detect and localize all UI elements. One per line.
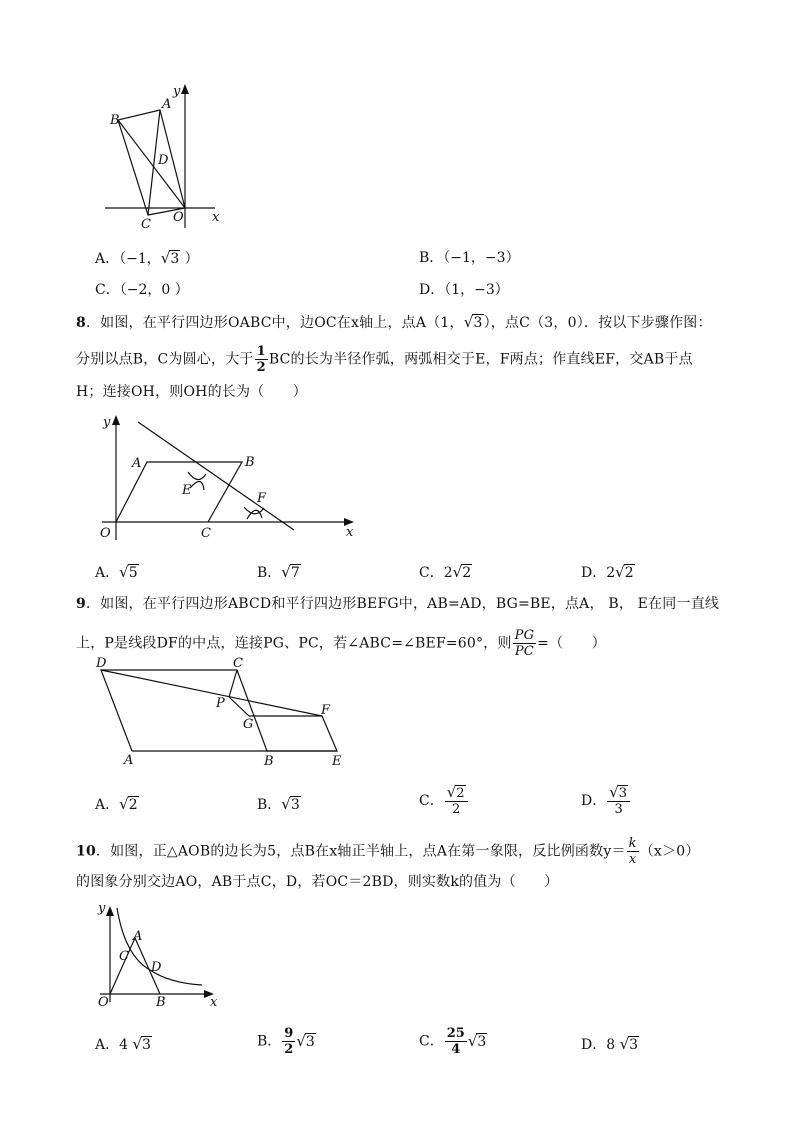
q10-label-c: C — [119, 949, 129, 964]
fraction: $\frac{1}{2}$ — [256, 344, 266, 375]
fraction: $\frac{√2}{2}$ — [445, 785, 468, 817]
q9-option-d[interactable]: D． $\frac{√3}{3}$ — [581, 785, 631, 817]
sqrt: √3 — [296, 1031, 315, 1050]
q7-label-y: y — [173, 84, 181, 99]
q9-figure — [90, 654, 352, 769]
q8-line-3: H；连接OH，则OH的长为（ ） — [76, 384, 307, 400]
q10-option-b[interactable]: B． $\frac{9}{2}$ √3 — [257, 1026, 315, 1057]
q10-label-a: A — [133, 929, 143, 944]
q7-label-b: B — [110, 113, 120, 128]
q7-label-a: A — [162, 97, 172, 112]
q8-figure — [92, 410, 362, 545]
q9-label-a: A — [124, 753, 134, 768]
q10-line-2: 的图象分别交边AO，AB于点C，D，若OC＝2BD，则实数k的值为（ ） — [76, 874, 559, 890]
q8-label-y: y — [103, 415, 111, 430]
q10-number: 10 — [76, 843, 96, 860]
q8-option-b[interactable]: B．√7 — [257, 563, 300, 581]
q8-line-2: 分别以点B，C为圆心，大于 $\frac{1}{2}$ BC的长为半径作弧，两弧相交于E，F两点；作直线EF，交AB于点 — [76, 344, 693, 375]
q9-label-p: P — [216, 696, 225, 711]
q10-label-o: O — [98, 995, 109, 1008]
sqrt: √3 — [160, 249, 180, 267]
fraction: $\frac{25}{4}$ — [446, 1026, 465, 1057]
q9-option-b[interactable]: B．√3 — [257, 795, 300, 813]
q8-label-e: E — [182, 483, 192, 498]
q10-option-d[interactable]: D．8 √3 — [581, 1035, 639, 1053]
sqrt: √2 — [119, 795, 138, 813]
sqrt: √3 — [463, 313, 483, 331]
q7-label-o: O — [173, 210, 184, 225]
q9-line-2: 上，P是线段DF的中点，连接PG、PC，若∠ABC=∠BEF=60°，则 $\frac{PG}{PC}$ =（ ） — [76, 628, 606, 659]
q7-label-x: x — [212, 210, 220, 225]
sqrt: √2 — [615, 563, 634, 581]
q9-number: 9 — [76, 596, 86, 612]
sqrt: √5 — [119, 563, 138, 581]
q10-label-y: y — [98, 901, 106, 916]
q8-label-c: C — [201, 526, 211, 541]
q8-option-c[interactable]: C．2√2 — [419, 563, 472, 581]
q8-label-b: B — [245, 455, 255, 470]
q9-label-e: E — [332, 754, 342, 769]
q10-label-b: B — [156, 995, 166, 1008]
sqrt: √3 — [132, 1035, 151, 1053]
q9-label-g: G — [243, 717, 254, 732]
q8-label-o: O — [100, 526, 111, 541]
q7-label-c: C — [141, 217, 151, 232]
q8-label-a: A — [132, 456, 142, 471]
fraction: $\frac{√3}{3}$ — [607, 785, 630, 817]
q7-option-d[interactable]: D．（1，−3） — [419, 282, 509, 298]
q10-label-x: x — [210, 995, 218, 1008]
q10-label-d: D — [151, 960, 162, 975]
fraction: $\frac{9}{2}$ — [284, 1026, 294, 1057]
q9-label-f: F — [321, 703, 331, 718]
q10-option-c[interactable]: C． $\frac{25}{4}$ √3 — [419, 1026, 487, 1057]
sqrt: √3 — [467, 1031, 487, 1050]
q9-label-d: D — [96, 656, 107, 671]
q10-line-1: 10．如图，正△AOB的边长为5，点B在x轴正半轴上，点A在第一象限，反比例函数y＝ $\frac{k}{x}$ （x＞0） — [76, 836, 700, 867]
q8-number: 8 — [76, 315, 86, 331]
q9-label-c: C — [233, 656, 243, 671]
q7-label-d: D — [158, 153, 169, 168]
fraction: $\frac{k}{x}$ — [628, 836, 637, 867]
q9-option-a[interactable]: A．√2 — [95, 795, 138, 813]
sqrt: √3 — [619, 1035, 639, 1053]
q7-option-a[interactable]: A．（−1，√3 ） — [95, 249, 199, 267]
fraction: $\frac{PG}{PC}$ — [514, 628, 535, 659]
q7-figure — [100, 78, 240, 238]
q8-line-1: 8．如图，在平行四边形OABC中，边OC在x轴上，点A（1，√3），点C（3，0）．按以下步骤作图： — [76, 313, 712, 331]
q10-option-a[interactable]: A．4 √3 — [95, 1035, 151, 1053]
q9-option-c[interactable]: C． $\frac{√2}{2}$ — [419, 785, 469, 817]
sqrt: √3 — [281, 795, 300, 813]
q8-label-f: F — [257, 491, 267, 506]
q10-figure — [90, 898, 225, 1008]
q8-option-a[interactable]: A．√5 — [95, 563, 138, 581]
sqrt: √2 — [452, 563, 472, 581]
q9-label-b: B — [264, 754, 274, 769]
q8-label-x: x — [346, 525, 354, 540]
q7-option-b[interactable]: B．（−1，−3） — [419, 250, 520, 266]
q8-option-d[interactable]: D．2√2 — [581, 563, 634, 581]
sqrt: √7 — [281, 563, 300, 581]
q7-option-c[interactable]: C．（−2，0 ） — [95, 282, 189, 298]
q9-line-1: 9．如图，在平行四边形ABCD和平行四边形BEFG中，AB=AD，BG=BE，点A， B， E在同一直线 — [76, 596, 720, 612]
